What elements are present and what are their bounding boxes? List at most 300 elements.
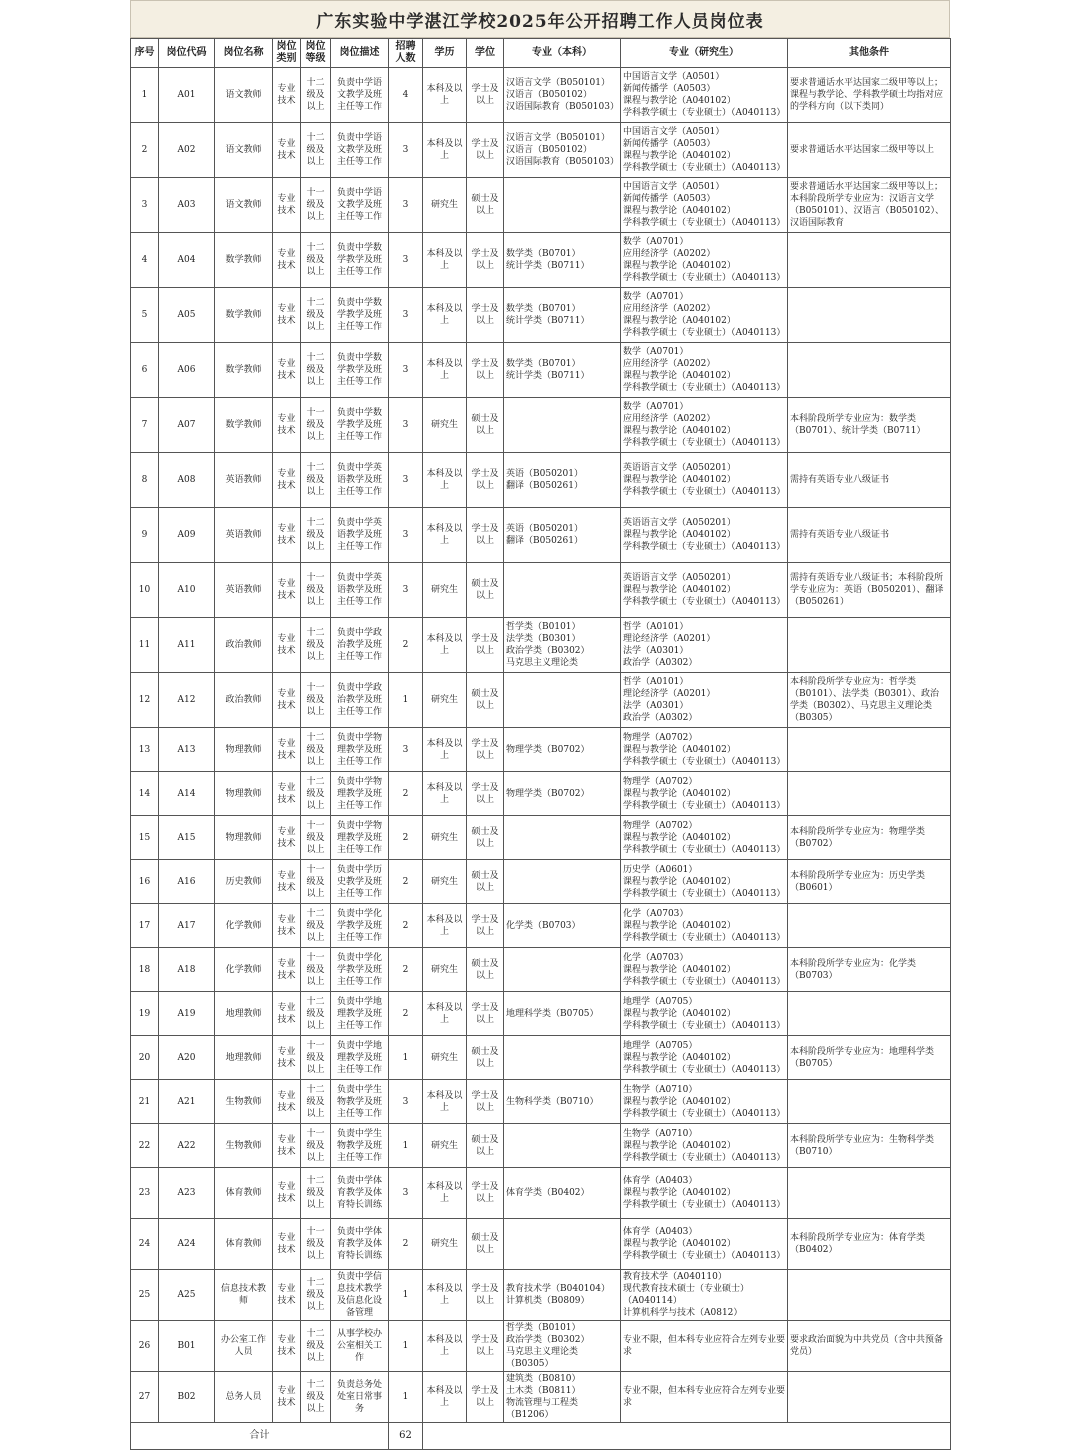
table-row <box>131 1372 951 1423</box>
table-row <box>131 178 951 233</box>
cell-education: 本科及以上 <box>423 123 467 178</box>
cell-degree: 学士及以上 <box>467 68 504 123</box>
cell-undergrad-major: 生物科学类（B0710） <box>504 1080 621 1124</box>
cell-no: 17 <box>131 904 159 948</box>
cell-other-conditions: 要求政治面貌为中共党员（含中共预备党员） <box>788 1321 951 1372</box>
cell-code: A11 <box>159 618 215 673</box>
header-cell: 其他条件 <box>788 39 951 68</box>
cell-undergrad-major <box>504 563 621 618</box>
cell-postgrad-major: 中国语言文学（A0501） 新闻传播学（A0503） 课程与教学论（A040102） 学科教学硕士（专业硕士）（A040113） <box>621 178 788 233</box>
cell-other-conditions: 本科阶段所学专业应为：生物科学类（B0710） <box>788 1124 951 1168</box>
cell-count: 2 <box>389 860 423 904</box>
cell-category: 专业技术 <box>273 860 301 904</box>
cell-count: 3 <box>389 1080 423 1124</box>
cell-no: 22 <box>131 1124 159 1168</box>
cell-undergrad-major: 哲学类（B0101） 政治学类（B0302） 马克思主义理论类（B0305） <box>504 1321 621 1372</box>
cell-postgrad-major: 体育学（A0403） 课程与教学论（A040102） 学科教学硕士（专业硕士）（A040113） <box>621 1168 788 1219</box>
cell-description: 负责中学英语教学及班主任等工作 <box>331 453 389 508</box>
cell-degree: 学士及以上 <box>467 233 504 288</box>
cell-postgrad-major: 英语语言文学（A050201） 课程与教学论（A040102） 学科教学硕士（专业硕士）（A040113） <box>621 453 788 508</box>
cell-no: 10 <box>131 563 159 618</box>
cell-undergrad-major: 教育技术学（B040104） 计算机类（B0809） <box>504 1270 621 1321</box>
header-row <box>131 39 951 68</box>
cell-category: 专业技术 <box>273 816 301 860</box>
cell-count: 3 <box>389 728 423 772</box>
cell-description: 负责中学体育教学及体育特长训练 <box>331 1168 389 1219</box>
cell-code: B02 <box>159 1372 215 1423</box>
cell-level: 十二级及以上 <box>301 343 331 398</box>
cell-no: 27 <box>131 1372 159 1423</box>
cell-count: 2 <box>389 992 423 1036</box>
cell-no: 1 <box>131 68 159 123</box>
cell-undergrad-major <box>504 178 621 233</box>
cell-education: 本科及以上 <box>423 1270 467 1321</box>
cell-no: 11 <box>131 618 159 673</box>
cell-no: 2 <box>131 123 159 178</box>
cell-count: 1 <box>389 1270 423 1321</box>
cell-other-conditions <box>788 288 951 343</box>
cell-code: B01 <box>159 1321 215 1372</box>
cell-other-conditions <box>788 728 951 772</box>
cell-name: 语文教师 <box>215 178 273 233</box>
table-row <box>131 1124 951 1168</box>
cell-postgrad-major: 数学（A0701） 应用经济学（A0202） 课程与教学论（A040102） 学科教学硕士（专业硕士）（A040113） <box>621 288 788 343</box>
cell-degree: 学士及以上 <box>467 288 504 343</box>
cell-code: A19 <box>159 992 215 1036</box>
cell-no: 8 <box>131 453 159 508</box>
header-cell: 招聘人数 <box>389 39 423 68</box>
cell-other-conditions <box>788 1270 951 1321</box>
cell-count: 3 <box>389 123 423 178</box>
cell-name: 化学教师 <box>215 904 273 948</box>
cell-category: 专业技术 <box>273 508 301 563</box>
cell-undergrad-major <box>504 860 621 904</box>
table-row <box>131 453 951 508</box>
cell-other-conditions: 本科阶段所学专业应为：地理科学类（B0705） <box>788 1036 951 1080</box>
cell-postgrad-major: 物理学（A0702） 课程与教学论（A040102） 学科教学硕士（专业硕士）（A040113） <box>621 728 788 772</box>
cell-postgrad-major: 哲学（A0101） 理论经济学（A0201） 法学（A0301） 政治学（A0302） <box>621 618 788 673</box>
cell-education: 研究生 <box>423 398 467 453</box>
cell-category: 专业技术 <box>273 904 301 948</box>
cell-degree: 硕士及以上 <box>467 563 504 618</box>
cell-category: 专业技术 <box>273 288 301 343</box>
cell-postgrad-major: 教育技术学（A040110） 现代教育技术硕士（专业硕士）（A040114） 计算机科学与技术（A0812） <box>621 1270 788 1321</box>
cell-undergrad-major <box>504 948 621 992</box>
cell-postgrad-major: 化学（A0703） 课程与教学论（A040102） 学科教学硕士（专业硕士）（A040113） <box>621 948 788 992</box>
table-row <box>131 1321 951 1372</box>
cell-description: 负责中学英语教学及班主任等工作 <box>331 563 389 618</box>
cell-count: 3 <box>389 178 423 233</box>
cell-count: 3 <box>389 1168 423 1219</box>
cell-undergrad-major <box>504 816 621 860</box>
cell-undergrad-major: 化学类（B0703） <box>504 904 621 948</box>
cell-degree: 学士及以上 <box>467 618 504 673</box>
cell-no: 24 <box>131 1219 159 1270</box>
header-cell: 岗位名称 <box>215 39 273 68</box>
cell-other-conditions: 本科阶段所学专业应为：数学类（B0701）、统计学类（B0711） <box>788 398 951 453</box>
cell-name: 生物教师 <box>215 1124 273 1168</box>
cell-category: 专业技术 <box>273 1219 301 1270</box>
cell-other-conditions: 需持有英语专业八级证书；本科阶段所学专业应为：英语（B050201）、翻译（B050261） <box>788 563 951 618</box>
cell-degree: 学士及以上 <box>467 343 504 398</box>
cell-undergrad-major: 哲学类（B0101） 法学类（B0301） 政治学类（B0302） 马克思主义理论类 <box>504 618 621 673</box>
cell-description: 负责总务处处室日常事务 <box>331 1372 389 1423</box>
cell-no: 21 <box>131 1080 159 1124</box>
cell-postgrad-major: 哲学（A0101） 理论经济学（A0201） 法学（A0301） 政治学（A0302） <box>621 673 788 728</box>
cell-education: 本科及以上 <box>423 508 467 563</box>
cell-description: 负责中学物理教学及班主任等工作 <box>331 816 389 860</box>
cell-postgrad-major: 数学（A0701） 应用经济学（A0202） 课程与教学论（A040102） 学科教学硕士（专业硕士）（A040113） <box>621 343 788 398</box>
cell-name: 办公室工作人员 <box>215 1321 273 1372</box>
cell-undergrad-major: 汉语言文学（B050101） 汉语言（B050102） 汉语国际教育（B050103） <box>504 68 621 123</box>
table-row <box>131 398 951 453</box>
cell-code: A18 <box>159 948 215 992</box>
table-row <box>131 948 951 992</box>
cell-category: 专业技术 <box>273 728 301 772</box>
cell-name: 数学教师 <box>215 398 273 453</box>
cell-postgrad-major: 专业不限，但本科专业应符合左列专业要求 <box>621 1321 788 1372</box>
cell-education: 研究生 <box>423 816 467 860</box>
cell-undergrad-major: 英语（B050201） 翻译（B050261） <box>504 453 621 508</box>
cell-degree: 硕士及以上 <box>467 673 504 728</box>
cell-education: 研究生 <box>423 1124 467 1168</box>
cell-level: 十一级及以上 <box>301 1036 331 1080</box>
page-title: 广东实验中学湛江学校2025年公开招聘工作人员岗位表 <box>130 0 950 38</box>
cell-education: 本科及以上 <box>423 453 467 508</box>
cell-description: 负责中学历史教学及班主任等工作 <box>331 860 389 904</box>
cell-category: 专业技术 <box>273 123 301 178</box>
cell-level: 十一级及以上 <box>301 178 331 233</box>
cell-category: 专业技术 <box>273 992 301 1036</box>
cell-count: 2 <box>389 772 423 816</box>
cell-level: 十二级及以上 <box>301 123 331 178</box>
cell-code: A08 <box>159 453 215 508</box>
cell-undergrad-major: 物理学类（B0702） <box>504 772 621 816</box>
cell-level: 十一级及以上 <box>301 816 331 860</box>
recruitment-table <box>130 38 951 1450</box>
cell-name: 英语教师 <box>215 453 273 508</box>
cell-other-conditions: 本科阶段所学专业应为：哲学类（B0101）、法学类（B0301）、政治学类（B0302）、马克思主义理论类（B0305） <box>788 673 951 728</box>
cell-postgrad-major: 地理学（A0705） 课程与教学论（A040102） 学科教学硕士（专业硕士）（A040113） <box>621 1036 788 1080</box>
cell-undergrad-major <box>504 1124 621 1168</box>
cell-degree: 学士及以上 <box>467 904 504 948</box>
cell-count: 2 <box>389 904 423 948</box>
cell-description: 负责中学数学教学及班主任等工作 <box>331 233 389 288</box>
cell-name: 物理教师 <box>215 728 273 772</box>
cell-education: 研究生 <box>423 1036 467 1080</box>
cell-level: 十二级及以上 <box>301 1321 331 1372</box>
cell-code: A10 <box>159 563 215 618</box>
cell-code: A12 <box>159 673 215 728</box>
cell-level: 十一级及以上 <box>301 1219 331 1270</box>
table-row <box>131 233 951 288</box>
cell-degree: 硕士及以上 <box>467 1036 504 1080</box>
table-row <box>131 772 951 816</box>
cell-no: 12 <box>131 673 159 728</box>
cell-category: 专业技术 <box>273 948 301 992</box>
cell-other-conditions: 本科阶段所学专业应为：物理学类（B0702） <box>788 816 951 860</box>
cell-degree: 学士及以上 <box>467 992 504 1036</box>
cell-code: A13 <box>159 728 215 772</box>
cell-name: 语文教师 <box>215 68 273 123</box>
cell-name: 总务人员 <box>215 1372 273 1423</box>
cell-undergrad-major <box>504 1036 621 1080</box>
cell-count: 2 <box>389 618 423 673</box>
cell-other-conditions: 本科阶段所学专业应为：化学类（B0703） <box>788 948 951 992</box>
cell-code: A09 <box>159 508 215 563</box>
cell-other-conditions: 要求普通话水平达国家二级甲等以上 <box>788 123 951 178</box>
cell-other-conditions: 本科阶段所学专业应为：历史学类（B0601） <box>788 860 951 904</box>
cell-education: 本科及以上 <box>423 1080 467 1124</box>
cell-description: 负责中学物理教学及班主任等工作 <box>331 772 389 816</box>
table-row <box>131 68 951 123</box>
cell-education: 本科及以上 <box>423 68 467 123</box>
table-row <box>131 992 951 1036</box>
cell-other-conditions: 本科阶段所学专业应为：体育学类（B0402） <box>788 1219 951 1270</box>
cell-count: 3 <box>389 453 423 508</box>
cell-no: 26 <box>131 1321 159 1372</box>
cell-code: A21 <box>159 1080 215 1124</box>
cell-category: 专业技术 <box>273 673 301 728</box>
cell-no: 14 <box>131 772 159 816</box>
cell-degree: 学士及以上 <box>467 1168 504 1219</box>
cell-no: 6 <box>131 343 159 398</box>
cell-name: 物理教师 <box>215 772 273 816</box>
cell-category: 专业技术 <box>273 1080 301 1124</box>
cell-code: A22 <box>159 1124 215 1168</box>
cell-category: 专业技术 <box>273 563 301 618</box>
cell-code: A06 <box>159 343 215 398</box>
table-row <box>131 1080 951 1124</box>
cell-category: 专业技术 <box>273 618 301 673</box>
cell-name: 政治教师 <box>215 673 273 728</box>
header-cell: 学历 <box>423 39 467 68</box>
cell-level: 十二级及以上 <box>301 1372 331 1423</box>
cell-category: 专业技术 <box>273 453 301 508</box>
cell-name: 地理教师 <box>215 992 273 1036</box>
cell-other-conditions: 要求普通话水平达国家二级甲等以上；本科阶段所学专业应为：汉语言文学（B050101）、汉语言（B050102）、汉语国际教育 <box>788 178 951 233</box>
total-empty <box>423 1423 951 1450</box>
table-row <box>131 673 951 728</box>
cell-category: 专业技术 <box>273 398 301 453</box>
cell-description: 负责中学英语教学及班主任等工作 <box>331 508 389 563</box>
cell-count: 4 <box>389 68 423 123</box>
cell-postgrad-major: 体育学（A0403） 课程与教学论（A040102） 学科教学硕士（专业硕士）（A040113） <box>621 1219 788 1270</box>
header-cell: 序号 <box>131 39 159 68</box>
cell-degree: 学士及以上 <box>467 1321 504 1372</box>
cell-name: 信息技术教师 <box>215 1270 273 1321</box>
cell-no: 16 <box>131 860 159 904</box>
cell-level: 十二级及以上 <box>301 618 331 673</box>
cell-level: 十一级及以上 <box>301 563 331 618</box>
cell-level: 十一级及以上 <box>301 948 331 992</box>
cell-count: 3 <box>389 398 423 453</box>
cell-description: 负责中学化学教学及班主任等工作 <box>331 904 389 948</box>
cell-code: A25 <box>159 1270 215 1321</box>
cell-description: 负责中学信息技术教学及信息化设备管理 <box>331 1270 389 1321</box>
cell-name: 地理教师 <box>215 1036 273 1080</box>
cell-description: 负责中学物理教学及班主任等工作 <box>331 728 389 772</box>
total-count: 62 <box>389 1423 423 1450</box>
cell-undergrad-major <box>504 673 621 728</box>
cell-description: 负责中学语文教学及班主任等工作 <box>331 68 389 123</box>
cell-degree: 学士及以上 <box>467 453 504 508</box>
cell-description: 负责中学语文教学及班主任等工作 <box>331 123 389 178</box>
table-row <box>131 904 951 948</box>
cell-undergrad-major: 数学类（B0701） 统计学类（B0711） <box>504 233 621 288</box>
cell-education: 本科及以上 <box>423 288 467 343</box>
cell-other-conditions <box>788 992 951 1036</box>
cell-postgrad-major: 地理学（A0705） 课程与教学论（A040102） 学科教学硕士（专业硕士）（A040113） <box>621 992 788 1036</box>
cell-code: A20 <box>159 1036 215 1080</box>
cell-count: 1 <box>389 673 423 728</box>
cell-name: 物理教师 <box>215 816 273 860</box>
cell-postgrad-major: 历史学（A0601） 课程与教学论（A040102） 学科教学硕士（专业硕士）（A040113） <box>621 860 788 904</box>
cell-level: 十一级及以上 <box>301 1124 331 1168</box>
cell-description: 负责中学数学教学及班主任等工作 <box>331 288 389 343</box>
cell-category: 专业技术 <box>273 343 301 398</box>
table-row <box>131 860 951 904</box>
cell-level: 十二级及以上 <box>301 904 331 948</box>
cell-no: 19 <box>131 992 159 1036</box>
cell-name: 英语教师 <box>215 508 273 563</box>
cell-education: 本科及以上 <box>423 772 467 816</box>
cell-education: 研究生 <box>423 860 467 904</box>
cell-count: 1 <box>389 1321 423 1372</box>
cell-other-conditions: 需持有英语专业八级证书 <box>788 453 951 508</box>
cell-degree: 硕士及以上 <box>467 178 504 233</box>
cell-name: 化学教师 <box>215 948 273 992</box>
cell-postgrad-major: 专业不限，但本科专业应符合左列专业要求 <box>621 1372 788 1423</box>
cell-code: A24 <box>159 1219 215 1270</box>
table-body <box>131 68 951 1423</box>
cell-name: 数学教师 <box>215 343 273 398</box>
table-row <box>131 728 951 772</box>
cell-no: 13 <box>131 728 159 772</box>
cell-name: 生物教师 <box>215 1080 273 1124</box>
table-row <box>131 288 951 343</box>
cell-level: 十二级及以上 <box>301 453 331 508</box>
table-row <box>131 563 951 618</box>
cell-category: 专业技术 <box>273 1124 301 1168</box>
cell-other-conditions <box>788 1168 951 1219</box>
cell-description: 负责中学生物教学及班主任等工作 <box>331 1080 389 1124</box>
cell-education: 本科及以上 <box>423 1372 467 1423</box>
cell-no: 18 <box>131 948 159 992</box>
cell-code: A14 <box>159 772 215 816</box>
cell-postgrad-major: 英语语言文学（A050201） 课程与教学论（A040102） 学科教学硕士（专业硕士）（A040113） <box>621 508 788 563</box>
cell-education: 研究生 <box>423 673 467 728</box>
cell-level: 十二级及以上 <box>301 233 331 288</box>
cell-undergrad-major: 汉语言文学（B050101） 汉语言（B050102） 汉语国际教育（B050103） <box>504 123 621 178</box>
table-row <box>131 508 951 563</box>
cell-postgrad-major: 生物学（A0710） 课程与教学论（A040102） 学科教学硕士（专业硕士）（A040113） <box>621 1080 788 1124</box>
cell-category: 专业技术 <box>273 233 301 288</box>
cell-degree: 硕士及以上 <box>467 948 504 992</box>
cell-degree: 硕士及以上 <box>467 860 504 904</box>
cell-category: 专业技术 <box>273 178 301 233</box>
table-row <box>131 1168 951 1219</box>
header-cell: 岗位代码 <box>159 39 215 68</box>
cell-count: 1 <box>389 1124 423 1168</box>
cell-level: 十一级及以上 <box>301 398 331 453</box>
cell-undergrad-major: 地理科学类（B0705） <box>504 992 621 1036</box>
cell-no: 7 <box>131 398 159 453</box>
cell-undergrad-major <box>504 1219 621 1270</box>
cell-undergrad-major: 数学类（B0701） 统计学类（B0711） <box>504 288 621 343</box>
cell-count: 3 <box>389 508 423 563</box>
cell-other-conditions <box>788 618 951 673</box>
cell-other-conditions: 需持有英语专业八级证书 <box>788 508 951 563</box>
cell-name: 数学教师 <box>215 288 273 343</box>
cell-no: 23 <box>131 1168 159 1219</box>
cell-code: A02 <box>159 123 215 178</box>
cell-code: A23 <box>159 1168 215 1219</box>
cell-level: 十一级及以上 <box>301 673 331 728</box>
cell-education: 本科及以上 <box>423 618 467 673</box>
cell-count: 2 <box>389 948 423 992</box>
cell-no: 3 <box>131 178 159 233</box>
cell-code: A16 <box>159 860 215 904</box>
cell-degree: 学士及以上 <box>467 508 504 563</box>
cell-postgrad-major: 中国语言文学（A0501） 新闻传播学（A0503） 课程与教学论（A040102） 学科教学硕士（专业硕士）（A040113） <box>621 68 788 123</box>
cell-level: 十二级及以上 <box>301 1080 331 1124</box>
cell-count: 2 <box>389 1219 423 1270</box>
cell-level: 十二级及以上 <box>301 1168 331 1219</box>
cell-education: 研究生 <box>423 948 467 992</box>
cell-count: 3 <box>389 233 423 288</box>
cell-education: 研究生 <box>423 1219 467 1270</box>
cell-other-conditions <box>788 904 951 948</box>
cell-name: 数学教师 <box>215 233 273 288</box>
cell-undergrad-major: 物理学类（B0702） <box>504 728 621 772</box>
total-row <box>131 1423 951 1450</box>
cell-other-conditions <box>788 343 951 398</box>
cell-no: 9 <box>131 508 159 563</box>
cell-degree: 学士及以上 <box>467 123 504 178</box>
table-row <box>131 1036 951 1080</box>
cell-degree: 学士及以上 <box>467 1270 504 1321</box>
cell-no: 15 <box>131 816 159 860</box>
cell-count: 1 <box>389 1036 423 1080</box>
cell-category: 专业技术 <box>273 1168 301 1219</box>
cell-code: A03 <box>159 178 215 233</box>
cell-description: 从事学校办公室相关工作 <box>331 1321 389 1372</box>
cell-other-conditions <box>788 1372 951 1423</box>
total-label: 合计 <box>131 1423 389 1450</box>
table-row <box>131 123 951 178</box>
cell-description: 负责中学生物教学及班主任等工作 <box>331 1124 389 1168</box>
table-row <box>131 1219 951 1270</box>
document-page <box>130 0 950 1439</box>
cell-level: 十一级及以上 <box>301 860 331 904</box>
cell-postgrad-major: 中国语言文学（A0501） 新闻传播学（A0503） 课程与教学论（A040102） 学科教学硕士（专业硕士）（A040113） <box>621 123 788 178</box>
cell-undergrad-major: 数学类（B0701） 统计学类（B0711） <box>504 343 621 398</box>
cell-education: 本科及以上 <box>423 1321 467 1372</box>
cell-code: A15 <box>159 816 215 860</box>
cell-name: 体育教师 <box>215 1168 273 1219</box>
cell-education: 本科及以上 <box>423 233 467 288</box>
cell-level: 十二级及以上 <box>301 772 331 816</box>
cell-level: 十二级及以上 <box>301 728 331 772</box>
cell-description: 负责中学体育教学及体育特长训练 <box>331 1219 389 1270</box>
cell-code: A04 <box>159 233 215 288</box>
cell-degree: 硕士及以上 <box>467 398 504 453</box>
cell-education: 研究生 <box>423 563 467 618</box>
cell-postgrad-major: 生物学（A0710） 课程与教学论（A040102） 学科教学硕士（专业硕士）（A040113） <box>621 1124 788 1168</box>
cell-postgrad-major: 数学（A0701） 应用经济学（A0202） 课程与教学论（A040102） 学科教学硕士（专业硕士）（A040113） <box>621 233 788 288</box>
cell-other-conditions: 要求普通话水平达国家二级甲等以上；课程与教学论、学科教学硕士均指对应的学科方向（以下类同） <box>788 68 951 123</box>
